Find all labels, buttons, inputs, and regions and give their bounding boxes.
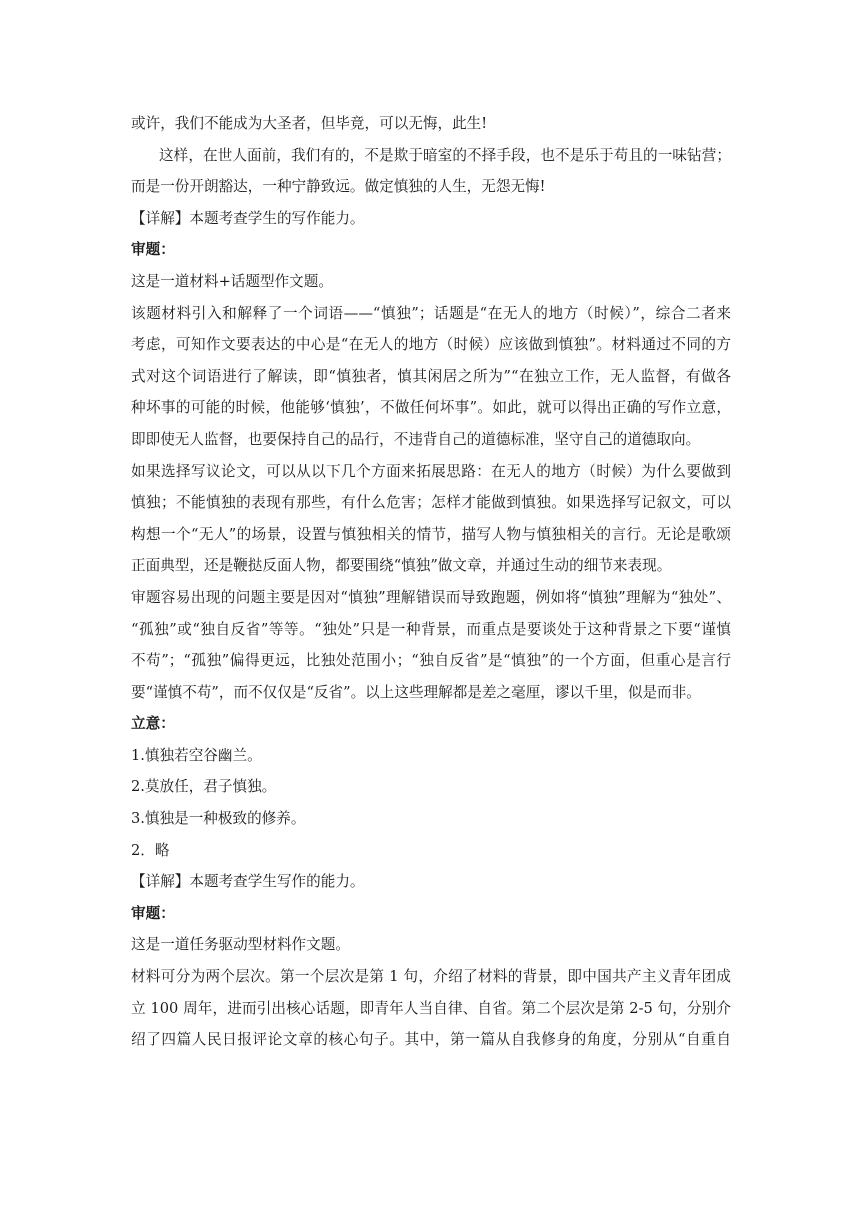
question-number: 2．略 — [131, 841, 170, 859]
text-line: 材料可分为两个层次。第一个层次是第 1 句，介绍了材料的背景，即中国共产主义青年团成 — [131, 968, 731, 986]
text-line: 慎独；不能慎独的表现有那些，有什么危害；怎样才能做到慎独。如果选择写记叙文，可以 — [131, 494, 731, 512]
text-line: 而是一份开朗豁达，一种宁静致远。做定慎独的人生，无怨无悔! — [131, 178, 546, 196]
list-item: 1.慎独若空谷幽兰。 — [131, 746, 262, 764]
text-line: 这是一道任务驱动型材料作文题。 — [131, 936, 350, 954]
detail-heading: 【详解】本题考查学生写作的能力。 — [131, 873, 365, 891]
document-body — [131, 108, 731, 1056]
text-line: 该题材料引入和解释了一个词语——“慎独”；话题是“在无人的地方（时候）”，综合二者来 — [131, 304, 731, 322]
text-line: 正面典型，还是鞭挞反面人物，都要围绕“慎独”做文章，并通过生动的细节来表现。 — [131, 557, 672, 575]
text-line: 这样，在世人面前，我们有的，不是欺于暗室的不择手段，也不是乐于苟且的一味钻营； — [159, 146, 731, 164]
text-line: 要“谨慎不苟”，而不仅仅是“反省”。以上这些理解都是差之毫厘，谬以千里，似是而非。 — [131, 683, 701, 701]
text-line: 绍了四篇人民日报评论文章的核心句子。其中，第一篇从自我修身的角度，分别从“自重自 — [131, 1031, 731, 1049]
list-item: 2.莫放任，君子慎独。 — [131, 778, 277, 796]
text-line: 式对这个词语进行了解读，即“慎独者，慎其闲居之所为”“在独立工作，无人监督，有做各 — [131, 367, 731, 385]
text-line: 审题容易出现的问题主要是因对“慎独”理解错误而导致跑题，例如将“慎独”理解为“独处”、 — [131, 588, 731, 606]
text-line: 种坏事的可能的时候，他能够‘慎独’，不做任何坏事”。如此，就可以得出正确的写作立意， — [131, 399, 731, 417]
text-line: 如果选择写议论文，可以从以下几个方面来拓展思路：在无人的地方（时候）为什么要做到 — [131, 462, 731, 480]
text-line: 即即使无人监督，也要保持自己的品行，不违背自己的道德标准，坚守自己的道德取向。 — [131, 430, 701, 448]
text-line: 或许，我们不能成为大圣者，但毕竟，可以无悔，此生! — [131, 115, 488, 132]
section-heading: 审题： — [131, 241, 175, 259]
text-line: 考虑，可知作文要表达的中心是“在无人的地方（时候）应该做到慎独”。材料通过不同的方 — [131, 336, 731, 354]
text-line: “孤独”或“独自反省”等等。“独处”只是一种背景，而重点是要谈处于这种背景之下要“谨慎 — [131, 620, 731, 638]
section-heading: 审题： — [131, 904, 175, 922]
text-line: 立 100 周年，进而引出核心话题，即青年人当自律、自省。第二个层次是第 2-5 句，分别介 — [131, 999, 731, 1017]
text-line: 构想一个“无人”的场景，设置与慎独相关的情节，描写人物与慎独相关的言行。无论是歌颂 — [131, 525, 731, 543]
list-item: 3.慎独是一种极致的修养。 — [131, 810, 306, 828]
section-heading: 立意： — [131, 715, 175, 733]
text-line: 这是一道材料+话题型作文题。 — [131, 272, 333, 290]
text-line: 不苟”；“孤独”偏得更远，比独处范围小；“独自反省”是“慎独”的一个方面，但重心是言行 — [131, 652, 731, 670]
detail-heading: 【详解】本题考查学生的写作能力。 — [131, 209, 365, 227]
